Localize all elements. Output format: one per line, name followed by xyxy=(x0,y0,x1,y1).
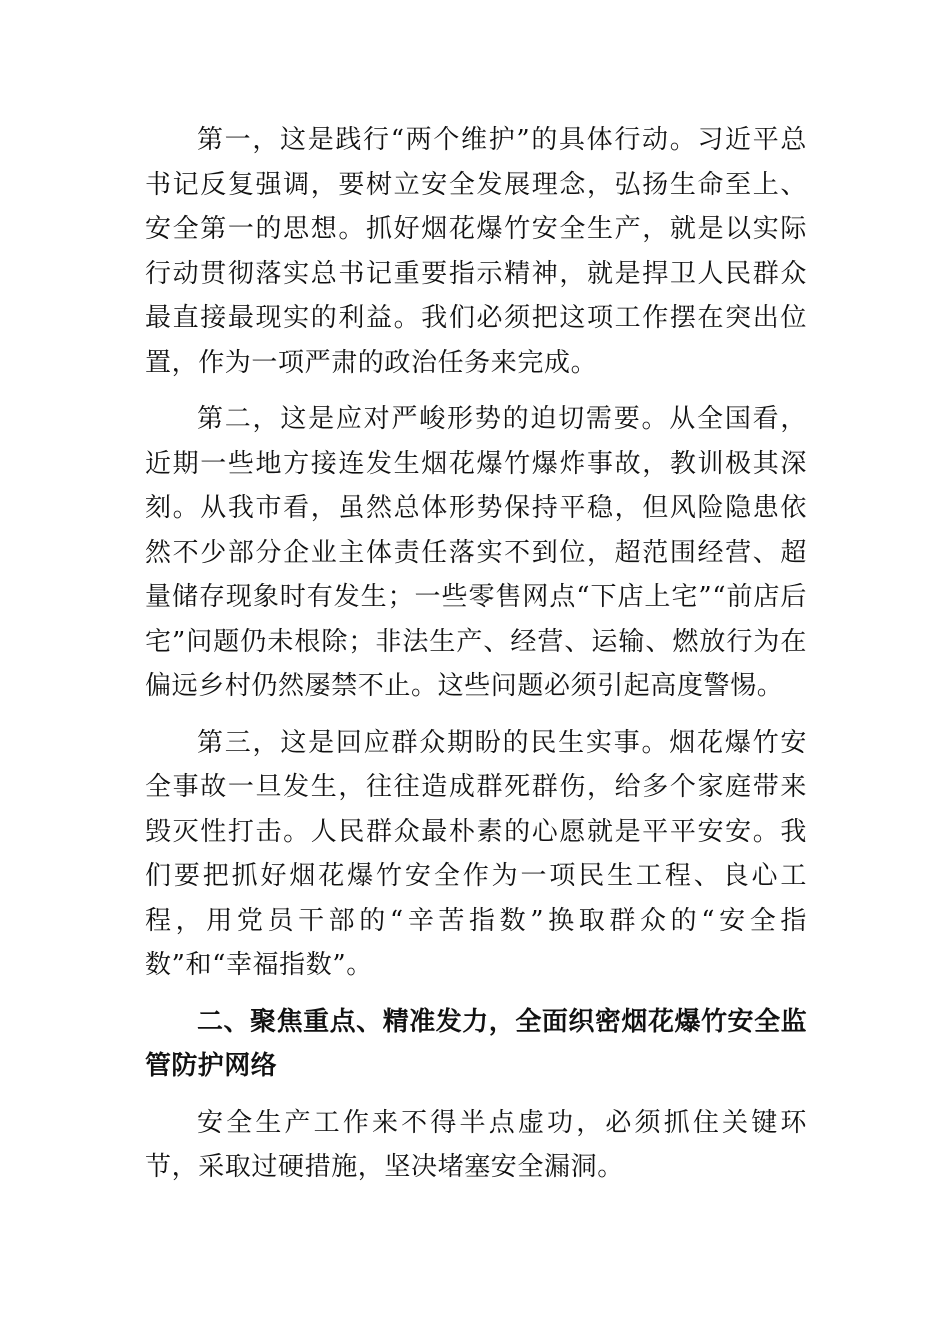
paragraph-first: 第一，这是践行“两个维护”的具体行动。习近平总书记反复强调，要树立安全发展理念，弘扬生命至上、安全第一的思想。抓好烟花爆竹安全生产，就是以实际行动贯彻落实总书记重要指示精神，就是捍卫人民群众最直接最现实的利益。我们必须把这项工作摆在突出位置，作为一项严肃的政治任务来完成。 xyxy=(145,125,807,378)
paragraph-closing: 安全生产工作来不得半点虚功，必须抓住关键环节，采取过硬措施，坚决堵塞安全漏洞。 xyxy=(145,1107,807,1182)
paragraph-third: 第三，这是回应群众期盼的民生实事。烟花爆竹安全事故一旦发生，往往造成群死群伤，给多个家庭带来毁灭性打击。人民群众最朴素的心愿就是平平安安。我们要把抓好烟花爆竹安全作为一项民生工程、良心工程，用党员干部的“辛苦指数”换取群众的“安全指数”和“幸福指数”。 xyxy=(145,727,807,980)
document-page xyxy=(145,118,807,1202)
section-heading: 二、聚焦重点、精准发力，全面织密烟花爆竹安全监管防护网络 xyxy=(145,1006,807,1081)
paragraph-second: 第二，这是应对严峻形势的迫切需要。从全国看，近期一些地方接连发生烟花爆竹爆炸事故，教训极其深刻。从我市看，虽然总体形势保持平稳，但风险隐患依然不少部分企业主体责任落实不到位，超范围经营、超量储存现象时有发生；一些零售网点“下店上宅”“前店后宅”问题仍未根除；非法生产、经营、运输、燃放行为在偏远乡村仍然屡禁不止。这些问题必须引起高度警惕。 xyxy=(145,404,807,701)
